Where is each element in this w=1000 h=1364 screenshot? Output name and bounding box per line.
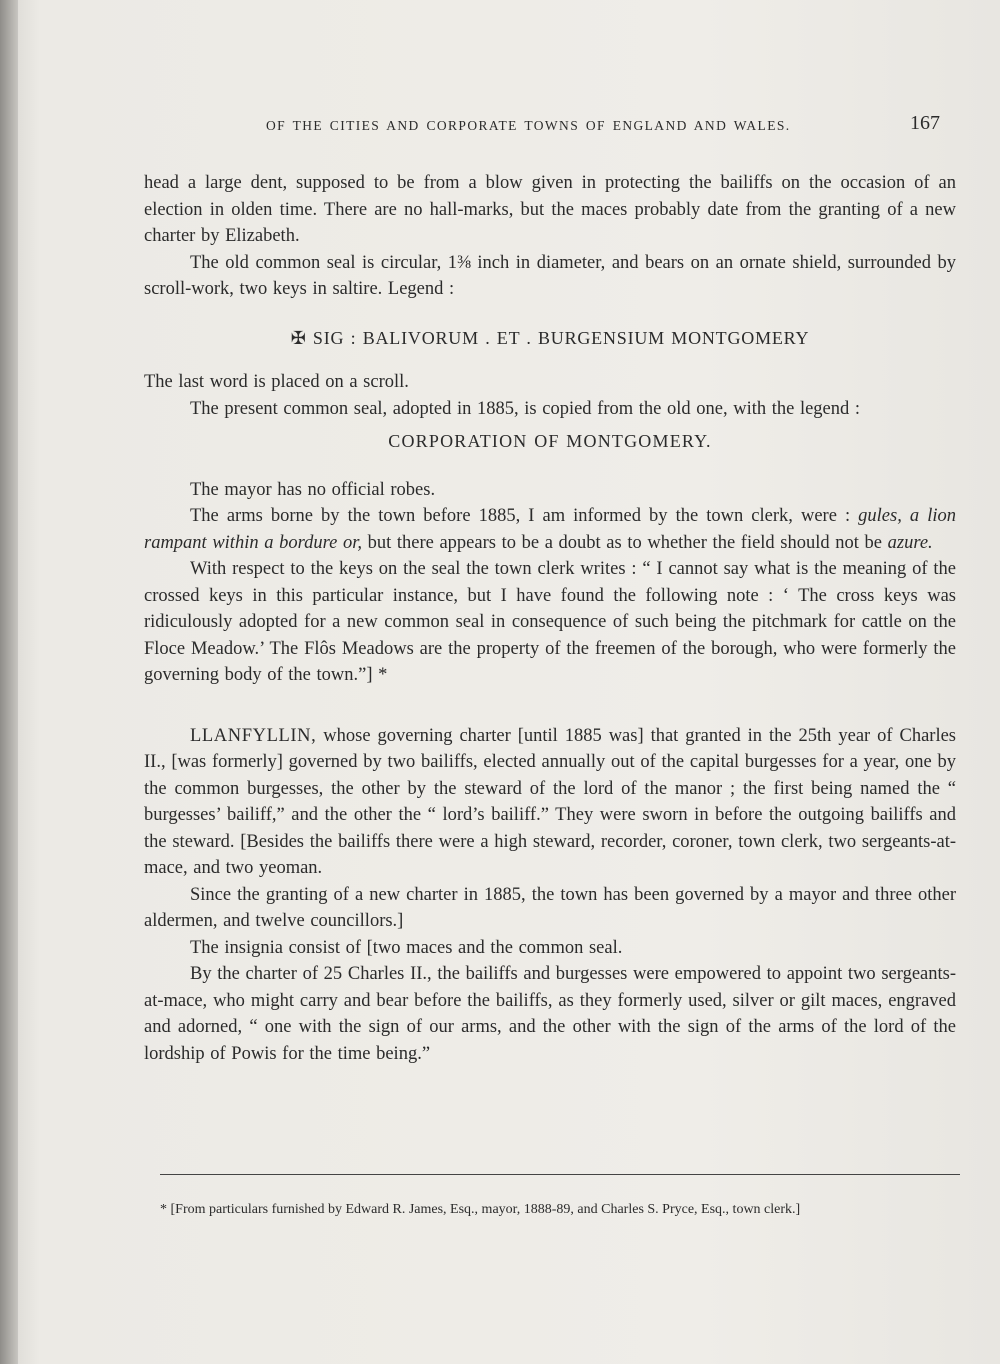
- town-name: LLANFYLLIN,: [190, 725, 317, 746]
- seal-legend-old: [144, 325, 956, 352]
- paragraph-keys: With respect to the keys on the seal the town clerk writes : “ I cannot say what is the meaning of the crossed keys in this particular instance, but I have found the following note : ‘ The cross keys was ridiculously adopted for a new common seal in consequence of such being the pitchmark for cattle on the Floce Meadow.’ The Flôs Meadows are the property of the freemen of the borough, who were formerly the governing body of the town.”] *: [144, 559, 956, 685]
- arms-tincture: azure.: [887, 532, 933, 553]
- cross-symbol: ✠: [290, 327, 307, 348]
- arms-text-b: but there appears to be a doubt as to whether the field should not be: [367, 532, 882, 553]
- paragraph-insignia: The insignia consist of [two maces and the common seal.: [190, 937, 623, 958]
- paragraph-present-seal: The present common seal, adopted in 1885, is copied from the old one, with the legend :: [190, 398, 861, 419]
- llanfyllin-text: whose governing charter [until 1885 was] that granted in the 25th year of Charles II., [was formerly] governed by two bailiffs, elected annually out of the capital burgesses for a year, one by the common burgesses, the other by the steward of the lord of the manor ; the first being named the “ burgesses’ bailiff,” and the other the “ lord’s bailiff.” They were sworn in before the outgoing bailiffs and the steward. [Besides the bailiffs there were a high steward, recorder, coroner, town clerk, two sergeants-at-mace, and two yeoman.: [144, 725, 957, 878]
- paragraph-llanfyllin: [144, 723, 956, 882]
- paragraph-new-charter: Since the granting of a new charter in 1885, the town has been governed by a mayor and three other aldermen, and twelve councillors.]: [144, 884, 956, 931]
- section-gap: [144, 689, 956, 723]
- running-head: [150, 114, 950, 144]
- paragraph-arms: [144, 503, 956, 556]
- paragraph-charter-maces: By the charter of 25 Charles II., the bailiffs and burgesses were empowered to appoint two sergeants-at-mace, who might carry and bear before the bailiffs, as they formerly used, silver or gilt maces, engraved and adorned, “ one with the sign of our arms, and the other with the sign of the arms of the lord of the lordship of Powis for the time being.”: [144, 964, 956, 1064]
- paragraph-old-seal: The old common seal is circular, 1⅜ inch in diameter, and bears on an ornate shield, surrounded by scroll-work, two keys in saltire. Legend :: [144, 252, 956, 299]
- arms-text-a: The arms borne by the town before 1885, I am informed by the town clerk, were :: [190, 506, 851, 526]
- running-head-title: OF THE CITIES AND CORPORATE TOWNS OF ENGLAND AND WALES.: [266, 118, 791, 133]
- seal-legend-present: CORPORATION OF MONTGOMERY.: [388, 431, 712, 451]
- footnote: * [From particulars furnished by Edward R. James, Esq., mayor, 1888-89, and Charles S. Pryce, Esq., town clerk.]: [160, 1202, 801, 1217]
- page-gutter-shadow: [0, 0, 18, 1364]
- paragraph-robes: The mayor has no official robes.: [190, 479, 436, 500]
- footnote-rule: [160, 1174, 960, 1175]
- arms-blazon: gules, a lion rampant within a bordure or,: [144, 506, 956, 553]
- page-number: 167: [910, 112, 940, 134]
- seal-legend-old-text: SIG : BALIVORUM . ET . BURGENSIUM MONTGOMERY: [312, 327, 810, 348]
- paragraph-continuation: head a large dent, supposed to be from a blow given in protecting the bailiffs on the occasion of an election in olden time. There are no hall-marks, but the maces probably date from the granting of a new charter by Elizabeth.: [144, 173, 956, 246]
- body-text: [144, 170, 956, 1067]
- paragraph-scroll: The last word is placed on a scroll.: [144, 372, 409, 392]
